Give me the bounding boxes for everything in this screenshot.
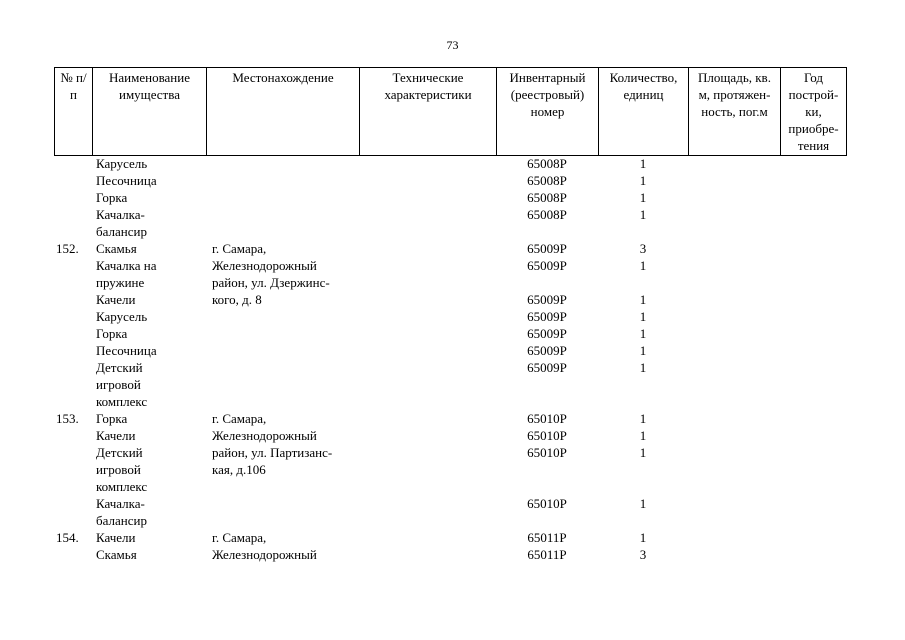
year bbox=[780, 240, 846, 257]
quantity: 1 bbox=[639, 156, 647, 171]
row-number bbox=[54, 342, 92, 359]
header-inventory: Инвентарный (реестровый) номер bbox=[497, 68, 599, 156]
inventory-number bbox=[496, 376, 598, 393]
header-name: Наименование имущества bbox=[93, 68, 207, 156]
property-name: Горка bbox=[96, 326, 128, 341]
property-name: игровой bbox=[96, 462, 141, 477]
header-location: Местонахождение bbox=[207, 68, 360, 156]
table-row bbox=[54, 308, 846, 325]
year bbox=[780, 512, 846, 529]
location: Железнодорожный bbox=[212, 428, 317, 443]
table-row bbox=[54, 189, 846, 206]
year bbox=[780, 376, 846, 393]
row-number bbox=[54, 223, 92, 240]
quantity bbox=[598, 274, 688, 291]
inventory-number: 65011Р bbox=[527, 530, 567, 545]
property-name: балансир bbox=[96, 224, 147, 239]
tech-characteristics bbox=[359, 529, 496, 546]
area bbox=[688, 376, 780, 393]
tech-characteristics bbox=[359, 478, 496, 495]
quantity: 1 bbox=[639, 411, 647, 426]
tech-characteristics bbox=[359, 376, 496, 393]
tech-characteristics bbox=[359, 189, 496, 206]
area bbox=[688, 189, 780, 206]
inventory-number bbox=[496, 274, 598, 291]
area bbox=[688, 342, 780, 359]
property-name: Скамья bbox=[96, 547, 137, 562]
row-number: 152. bbox=[56, 241, 79, 256]
location bbox=[206, 376, 359, 393]
area bbox=[688, 257, 780, 274]
row-number bbox=[54, 274, 92, 291]
row-number bbox=[54, 444, 92, 461]
property-name: Качели bbox=[96, 292, 136, 307]
inventory-number: 65009Р bbox=[527, 258, 567, 273]
location bbox=[206, 512, 359, 529]
property-name: Качалка на bbox=[96, 258, 157, 273]
tech-characteristics bbox=[359, 257, 496, 274]
location bbox=[206, 308, 359, 325]
table-row bbox=[54, 155, 846, 172]
row-number bbox=[54, 427, 92, 444]
table-header bbox=[54, 67, 847, 156]
inventory-number: 65009Р bbox=[527, 343, 567, 358]
year bbox=[780, 308, 846, 325]
inventory-number bbox=[496, 461, 598, 478]
year bbox=[780, 359, 846, 376]
tech-characteristics bbox=[359, 461, 496, 478]
inventory-number: 65010Р bbox=[527, 411, 567, 426]
inventory-number: 65009Р bbox=[527, 309, 567, 324]
location bbox=[206, 495, 359, 512]
location bbox=[206, 206, 359, 223]
year bbox=[780, 274, 846, 291]
quantity: 1 bbox=[639, 360, 647, 375]
area bbox=[688, 240, 780, 257]
inventory-number: 65008Р bbox=[527, 156, 567, 171]
header-tech: Технические характеристики bbox=[360, 68, 497, 156]
property-name: комплекс bbox=[96, 479, 148, 494]
location bbox=[206, 223, 359, 240]
tech-characteristics bbox=[359, 308, 496, 325]
inventory-number bbox=[496, 223, 598, 240]
inventory-number: 65011Р bbox=[527, 547, 567, 562]
year bbox=[780, 546, 846, 563]
area bbox=[688, 172, 780, 189]
quantity: 1 bbox=[639, 292, 647, 307]
location bbox=[206, 393, 359, 410]
property-name: Качалка- bbox=[96, 496, 145, 511]
table-row bbox=[54, 529, 846, 546]
property-name: Карусель bbox=[96, 156, 148, 171]
row-number bbox=[54, 495, 92, 512]
area bbox=[688, 478, 780, 495]
inventory-number: 65010Р bbox=[527, 445, 567, 460]
area bbox=[688, 308, 780, 325]
inventory-number bbox=[496, 393, 598, 410]
row-number bbox=[54, 546, 92, 563]
table-row bbox=[54, 172, 846, 189]
row-number bbox=[54, 189, 92, 206]
tech-characteristics bbox=[359, 223, 496, 240]
page-number: 73 bbox=[446, 38, 459, 52]
quantity: 1 bbox=[639, 309, 647, 324]
quantity: 1 bbox=[639, 496, 647, 511]
property-name: Скамья bbox=[96, 241, 137, 256]
table-row bbox=[54, 206, 846, 223]
property-name: Горка bbox=[96, 190, 128, 205]
row-number bbox=[54, 206, 92, 223]
property-name: комплекс bbox=[96, 394, 148, 409]
area bbox=[688, 546, 780, 563]
area bbox=[688, 410, 780, 427]
year bbox=[780, 427, 846, 444]
property-name: Карусель bbox=[96, 309, 148, 324]
year bbox=[780, 529, 846, 546]
inventory-number: 65008Р bbox=[527, 207, 567, 222]
table-row bbox=[54, 257, 846, 274]
inventory-number: 65010Р bbox=[527, 496, 567, 511]
area bbox=[688, 512, 780, 529]
tech-characteristics bbox=[359, 512, 496, 529]
tech-characteristics bbox=[359, 393, 496, 410]
quantity: 3 bbox=[639, 241, 647, 256]
area bbox=[688, 529, 780, 546]
inventory-number: 65008Р bbox=[527, 173, 567, 188]
year bbox=[780, 461, 846, 478]
tech-characteristics bbox=[359, 325, 496, 342]
row-number bbox=[54, 359, 92, 376]
table-row bbox=[54, 342, 846, 359]
property-name: Песочница bbox=[96, 343, 157, 358]
tech-characteristics bbox=[359, 427, 496, 444]
area bbox=[688, 444, 780, 461]
header-no: № п/п bbox=[55, 68, 93, 156]
area bbox=[688, 393, 780, 410]
quantity: 1 bbox=[639, 326, 647, 341]
quantity: 1 bbox=[639, 190, 647, 205]
row-number: 154. bbox=[56, 530, 79, 545]
quantity: 1 bbox=[639, 173, 647, 188]
location bbox=[206, 342, 359, 359]
location: Железнодорожный bbox=[212, 547, 317, 562]
tech-characteristics bbox=[359, 240, 496, 257]
location bbox=[206, 189, 359, 206]
tech-characteristics bbox=[359, 291, 496, 308]
location: Железнодорожный bbox=[212, 258, 317, 273]
area bbox=[688, 427, 780, 444]
table-row bbox=[54, 444, 846, 461]
year bbox=[780, 172, 846, 189]
quantity: 3 bbox=[639, 547, 647, 562]
row-number bbox=[54, 308, 92, 325]
row-number bbox=[54, 478, 92, 495]
quantity bbox=[598, 461, 688, 478]
row-number bbox=[54, 461, 92, 478]
location: г. Самара, bbox=[212, 530, 267, 545]
row-number bbox=[54, 291, 92, 308]
location bbox=[206, 478, 359, 495]
quantity bbox=[598, 223, 688, 240]
table-row bbox=[54, 427, 846, 444]
area bbox=[688, 206, 780, 223]
table-row bbox=[54, 512, 846, 529]
table-row bbox=[54, 291, 846, 308]
table-body bbox=[54, 155, 846, 563]
location: кая, д.106 bbox=[212, 462, 266, 477]
table-row bbox=[54, 325, 846, 342]
year bbox=[780, 444, 846, 461]
row-number bbox=[54, 376, 92, 393]
tech-characteristics bbox=[359, 274, 496, 291]
location bbox=[206, 359, 359, 376]
row-number bbox=[54, 512, 92, 529]
row-number bbox=[54, 257, 92, 274]
tech-characteristics bbox=[359, 495, 496, 512]
year bbox=[780, 342, 846, 359]
table-row bbox=[54, 495, 846, 512]
year bbox=[780, 206, 846, 223]
inventory-number: 65009Р bbox=[527, 241, 567, 256]
tech-characteristics bbox=[359, 359, 496, 376]
property-name: Качели bbox=[96, 530, 136, 545]
location: район, ул. Партизанс- bbox=[212, 445, 333, 460]
inventory-number bbox=[496, 478, 598, 495]
quantity bbox=[598, 376, 688, 393]
quantity bbox=[598, 512, 688, 529]
table-row bbox=[54, 546, 846, 563]
quantity bbox=[598, 478, 688, 495]
inventory-number: 65009Р bbox=[527, 292, 567, 307]
tech-characteristics bbox=[359, 172, 496, 189]
inventory-number: 65009Р bbox=[527, 360, 567, 375]
property-name: балансир bbox=[96, 513, 147, 528]
area bbox=[688, 291, 780, 308]
area bbox=[688, 359, 780, 376]
area bbox=[688, 155, 780, 172]
property-name: Качалка- bbox=[96, 207, 145, 222]
row-number bbox=[54, 172, 92, 189]
location: район, ул. Дзержинс- bbox=[212, 275, 330, 290]
property-name: Детский bbox=[96, 445, 143, 460]
year bbox=[780, 325, 846, 342]
table-row bbox=[54, 240, 846, 257]
area bbox=[688, 274, 780, 291]
row-number bbox=[54, 155, 92, 172]
location: г. Самара, bbox=[212, 241, 267, 256]
quantity: 1 bbox=[639, 207, 647, 222]
area bbox=[688, 495, 780, 512]
header-area: Площадь, кв. м, протяжен-ность, пог.м bbox=[689, 68, 781, 156]
location: г. Самара, bbox=[212, 411, 267, 426]
location bbox=[206, 172, 359, 189]
year bbox=[780, 393, 846, 410]
area bbox=[688, 461, 780, 478]
year bbox=[780, 189, 846, 206]
tech-characteristics bbox=[359, 206, 496, 223]
location bbox=[206, 325, 359, 342]
quantity bbox=[598, 393, 688, 410]
property-name: Качели bbox=[96, 428, 136, 443]
inventory-number: 65010Р bbox=[527, 428, 567, 443]
property-name: Горка bbox=[96, 411, 128, 426]
inventory-number: 65008Р bbox=[527, 190, 567, 205]
location: кого, д. 8 bbox=[212, 292, 262, 307]
year bbox=[780, 291, 846, 308]
tech-characteristics bbox=[359, 444, 496, 461]
property-name: пружине bbox=[96, 275, 145, 290]
quantity: 1 bbox=[639, 258, 647, 273]
quantity: 1 bbox=[639, 343, 647, 358]
header-quantity: Количество, единиц bbox=[599, 68, 689, 156]
row-number bbox=[54, 325, 92, 342]
table-row bbox=[54, 461, 846, 478]
quantity: 1 bbox=[639, 530, 647, 545]
tech-characteristics bbox=[359, 546, 496, 563]
quantity: 1 bbox=[639, 445, 647, 460]
year bbox=[780, 223, 846, 240]
year bbox=[780, 495, 846, 512]
area bbox=[688, 223, 780, 240]
table-row bbox=[54, 410, 846, 427]
tech-characteristics bbox=[359, 410, 496, 427]
row-number: 153. bbox=[56, 411, 79, 426]
table-row bbox=[54, 478, 846, 495]
table-row bbox=[54, 274, 846, 291]
row-number bbox=[54, 393, 92, 410]
table-row bbox=[54, 393, 846, 410]
inventory-number bbox=[496, 512, 598, 529]
inventory-number: 65009Р bbox=[527, 326, 567, 341]
year bbox=[780, 155, 846, 172]
tech-characteristics bbox=[359, 342, 496, 359]
tech-characteristics bbox=[359, 155, 496, 172]
property-name: Песочница bbox=[96, 173, 157, 188]
table-row bbox=[54, 376, 846, 393]
area bbox=[688, 325, 780, 342]
location bbox=[206, 155, 359, 172]
property-name: игровой bbox=[96, 377, 141, 392]
quantity: 1 bbox=[639, 428, 647, 443]
header-year: Год построй-ки, приобре-тения bbox=[781, 68, 847, 156]
year bbox=[780, 257, 846, 274]
table-row bbox=[54, 223, 846, 240]
property-name: Детский bbox=[96, 360, 143, 375]
table-row bbox=[54, 359, 846, 376]
year bbox=[780, 410, 846, 427]
year bbox=[780, 478, 846, 495]
